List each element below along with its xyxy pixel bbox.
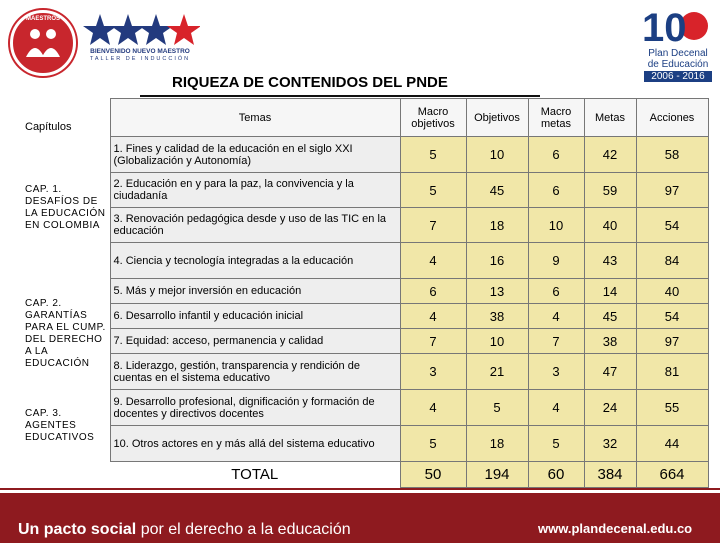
value-cell: 10 [466,137,528,173]
value-cell: 4 [400,304,466,329]
value-cell: 5 [528,426,584,462]
value-cell: 21 [466,354,528,390]
header-actions: Acciones [636,99,708,137]
footer-slogan-bold: Un pacto social [18,521,137,538]
nuevo-maestro-sub: TALLER DE INDUCCIÓN [89,56,191,62]
header-objectives: Objetivos [466,99,528,137]
table-row [22,208,708,243]
logo-years: 2006 - 2016 [644,71,712,82]
table-row [22,304,708,329]
value-cell: 45 [466,173,528,208]
total-row [22,462,708,488]
header-macro-goals: Macro metas [528,99,584,137]
value-cell: 4 [400,243,466,279]
value-cell: 18 [466,208,528,243]
value-cell: 6 [528,137,584,173]
table-row [22,426,708,462]
contents-table [22,98,709,488]
value-cell: 13 [466,279,528,304]
value-cell: 6 [400,279,466,304]
value-cell: 24 [584,390,636,426]
value-cell: 32 [584,426,636,462]
value-cell: 3 [528,354,584,390]
table-row [22,243,708,279]
header-macro-objectives: Macro objetivos [400,99,466,137]
footer-slogan-rest: por el derecho a la educación [136,521,351,538]
chapter-1: CAP. 1. DESAFÍOS DE LA EDUCACIÓN EN COLOMBIA [22,137,110,279]
nuevo-maestro-name: BIENVENIDO NUEVO MAESTRO [90,48,190,55]
logo-line-2: de Educación [647,59,709,70]
value-cell: 59 [584,173,636,208]
value-cell: 54 [636,208,708,243]
value-cell: 5 [400,426,466,462]
value-cell: 6 [528,279,584,304]
topic-cell: 9. Desarrollo profesional, dignificación y formación de docentes y directivos docentes [110,390,400,426]
topic-cell: 4. Ciencia y tecnología integradas a la educación [110,243,400,279]
total-value: 664 [636,462,708,488]
value-cell: 84 [636,243,708,279]
header-row [22,99,708,137]
value-cell: 54 [636,304,708,329]
people-icon [23,27,63,61]
value-cell: 43 [584,243,636,279]
table-row [22,173,708,208]
value-cell: 45 [584,304,636,329]
value-cell: 10 [466,329,528,354]
value-cell: 7 [400,329,466,354]
value-cell: 38 [584,329,636,354]
value-cell: 5 [466,390,528,426]
logo-caption [638,48,718,82]
logo-number: 10 [642,6,687,50]
value-cell: 9 [528,243,584,279]
maestros-logo [10,10,76,76]
value-cell: 44 [636,426,708,462]
value-cell: 4 [400,390,466,426]
footer [0,490,720,543]
total-label: TOTAL [110,462,400,488]
stars-icon [80,12,200,48]
value-cell: 10 [528,208,584,243]
header-chapters: Capítulos [22,99,110,137]
value-cell: 4 [528,304,584,329]
value-cell: 18 [466,426,528,462]
total-value: 60 [528,462,584,488]
title-underline [140,95,540,97]
topic-cell: 6. Desarrollo infantil y educación inicial [110,304,400,329]
table-row [22,279,708,304]
value-cell: 7 [400,208,466,243]
chapter-3: CAP. 3. AGENTES EDUCATIVOS [22,390,110,462]
value-cell: 14 [584,279,636,304]
topic-cell: 5. Más y mejor inversión en educación [110,279,400,304]
value-cell: 81 [636,354,708,390]
footer-url[interactable]: www.plandecenal.edu.co [538,521,693,536]
value-cell: 5 [400,173,466,208]
footer-slogan [18,521,351,539]
value-cell: 55 [636,390,708,426]
table-row [22,329,708,354]
value-cell: 47 [584,354,636,390]
logo-line-1: Plan Decenal [648,48,708,59]
value-cell: 16 [466,243,528,279]
value-cell: 58 [636,137,708,173]
table-row [22,390,708,426]
table-row [22,354,708,390]
value-cell: 38 [466,304,528,329]
total-value: 50 [400,462,466,488]
value-cell: 97 [636,329,708,354]
value-cell: 40 [584,208,636,243]
page-title: RIQUEZA DE CONTENIDOS DEL PNDE [172,74,448,91]
total-value: 384 [584,462,636,488]
plan-decenal-logo [638,6,714,86]
topic-cell: 10. Otros actores en y más allá del sistema educativo [110,426,400,462]
value-cell: 97 [636,173,708,208]
topic-cell: 1. Fines y calidad de la educación en el siglo XXI (Globalización y Autonomía) [110,137,400,173]
chapter-2: CAP. 2. GARANTÍAS PARA EL CUMP. DEL DERECHO A LA EDUCACIÓN [22,279,110,390]
nuevo-maestro-logo [80,12,200,67]
total-value: 194 [466,462,528,488]
maestros-logo-text: MAESTROS [25,16,60,22]
value-cell: 3 [400,354,466,390]
topic-cell: 2. Educación en y para la paz, la convivencia y la ciudadanía [110,173,400,208]
topic-cell: 7. Equidad: acceso, permanencia y calidad [110,329,400,354]
value-cell: 7 [528,329,584,354]
topic-cell: 8. Liderazgo, gestión, transparencia y rendición de cuentas en el sistema educativo [110,354,400,390]
value-cell: 5 [400,137,466,173]
value-cell: 42 [584,137,636,173]
total-spacer [22,462,110,488]
value-cell: 40 [636,279,708,304]
value-cell: 4 [528,390,584,426]
header-topics: Temas [110,99,400,137]
topic-cell: 3. Renovación pedagógica desde y uso de las TIC en la educación [110,208,400,243]
table-row [22,137,708,173]
header-goals: Metas [584,99,636,137]
value-cell: 6 [528,173,584,208]
